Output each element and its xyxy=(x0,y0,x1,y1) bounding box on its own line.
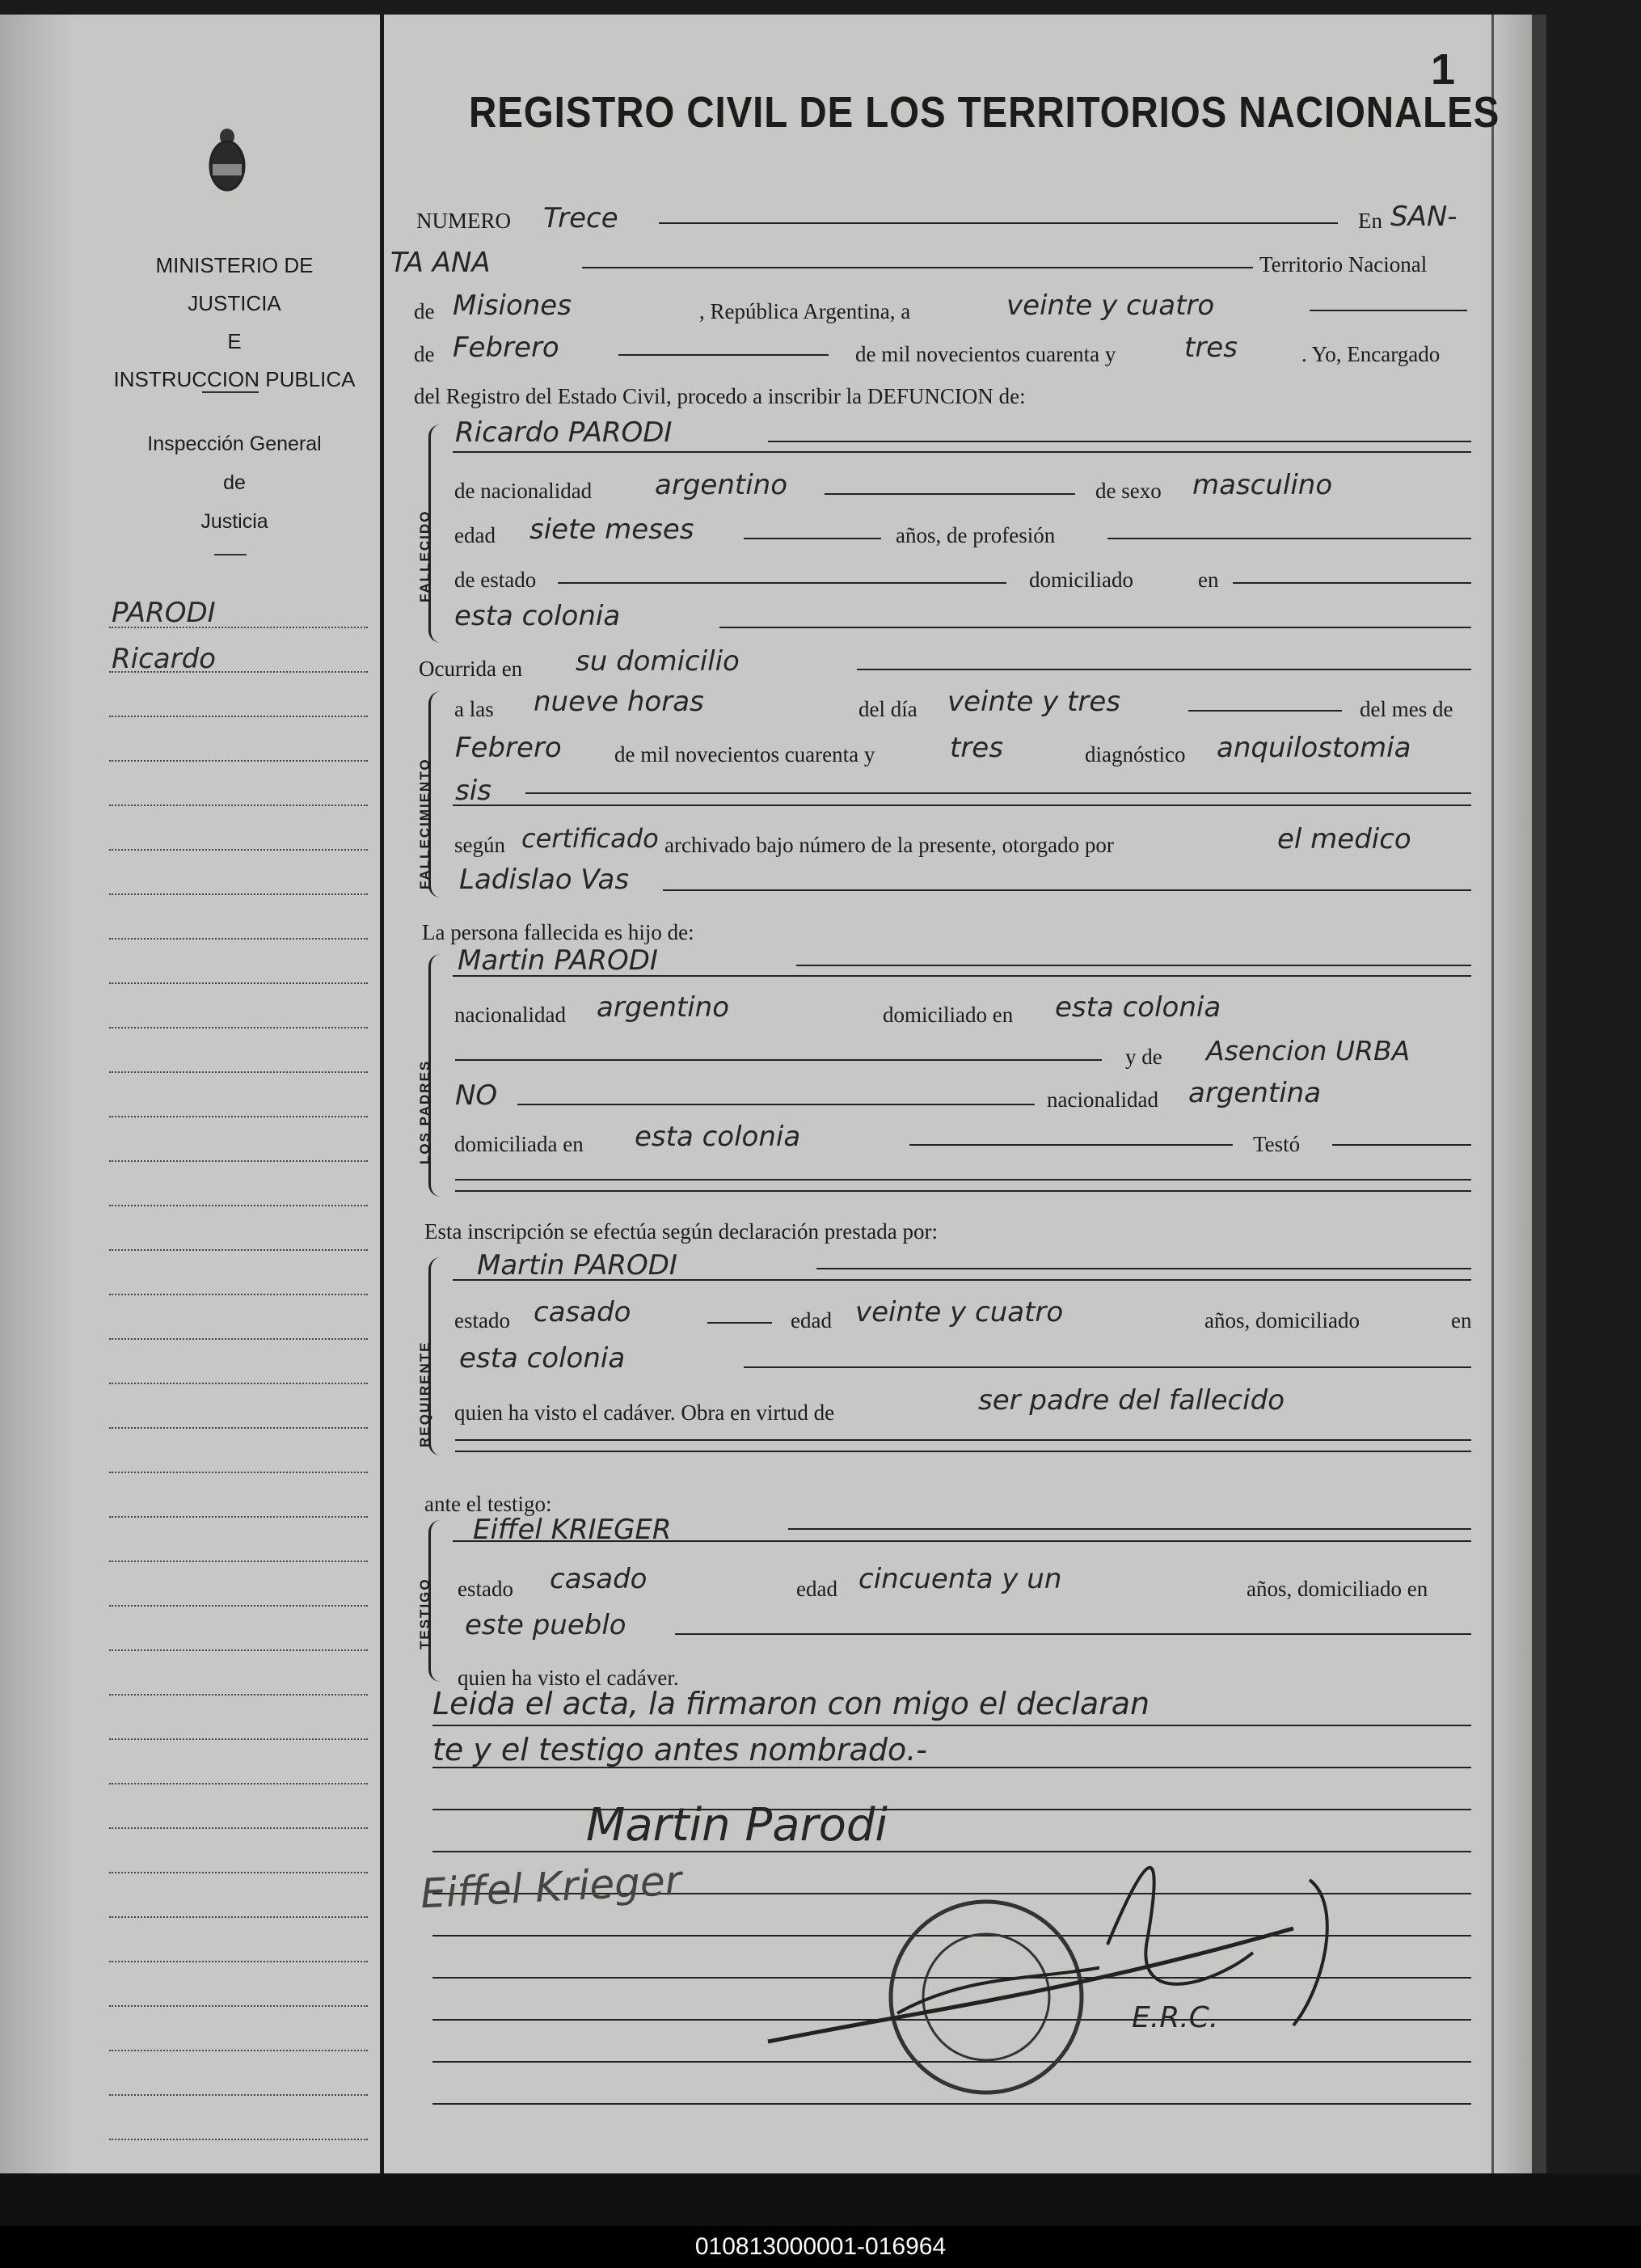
diagnostico-value-2: sis xyxy=(455,775,491,807)
requirente-virtud: ser padre del fallecido xyxy=(978,1384,1285,1417)
sidebar-ruled-line xyxy=(109,716,368,717)
sidebar-ruled-line xyxy=(109,1649,368,1651)
sidebar-ruled-line xyxy=(109,2139,368,2140)
dia-line xyxy=(1188,710,1342,712)
sidebar-ruled-line xyxy=(109,1427,368,1429)
requirente-line-4 xyxy=(455,1451,1471,1452)
testigo-estado-label: estado xyxy=(458,1577,513,1601)
book-cover-bottom xyxy=(0,2173,1641,2226)
testigo-edad-label: edad xyxy=(796,1577,837,1601)
sidebar-ruled-line xyxy=(109,627,368,628)
edad-label: edad xyxy=(454,523,496,547)
madre-nacionalidad: argentina xyxy=(1188,1077,1322,1109)
domiciliado-label: domiciliado xyxy=(1029,568,1133,592)
requirente-line xyxy=(816,1268,1471,1269)
mes-label: del mes de xyxy=(1360,697,1453,721)
page-number: 1 xyxy=(1431,45,1456,94)
registro-statement: del Registro del Estado Civil, procedo a inscribir la DEFUNCION de: xyxy=(414,384,1026,408)
month-value: Febrero xyxy=(453,332,559,364)
sidebar-surname: PARODI xyxy=(112,597,216,629)
requirente-domicilio-line xyxy=(744,1366,1471,1368)
nacionalidad-line xyxy=(825,493,1075,495)
padre-domiciliado-label: domiciliado en xyxy=(883,1003,1014,1027)
place-value-1: SAN- xyxy=(1390,201,1457,233)
territorio-label: Territorio Nacional xyxy=(1259,252,1428,277)
requirente-line-3 xyxy=(455,1439,1471,1441)
place-line xyxy=(582,267,1253,268)
closing-line-1: Leida el acta, la firmaron con migo el declaran xyxy=(432,1686,1150,1721)
testo-label: Testó xyxy=(1253,1132,1301,1156)
sidebar-rule-2 xyxy=(214,554,247,555)
section-fallecimiento: FALLECIMIENTO xyxy=(417,758,432,889)
section-testigo: TESTIGO xyxy=(417,1577,432,1649)
testigo-line xyxy=(788,1528,1471,1530)
officer-signature-icon xyxy=(728,1823,1374,2090)
segun-label: según xyxy=(454,833,505,857)
testigo-edad: cincuenta y un xyxy=(858,1563,1062,1595)
testigo-domicilio: este pueblo xyxy=(465,1609,626,1641)
sidebar-ruled-line xyxy=(109,2005,368,2007)
sidebar-ruled-line xyxy=(109,1827,368,1829)
footer-id: 010813000001-016964 xyxy=(0,2226,1641,2268)
sidebar-given-name: Ricardo xyxy=(112,643,216,675)
testigo-intro: ante el testigo: xyxy=(424,1492,552,1516)
sidebar-ruled-line xyxy=(109,1160,368,1162)
fallecimiento-year-label: de mil novecientos cuarenta y xyxy=(614,742,875,767)
diagnostico-label: diagnóstico xyxy=(1085,742,1186,767)
madre-nacionalidad-label: nacionalidad xyxy=(1047,1088,1158,1112)
testigo-line-2 xyxy=(453,1540,1471,1542)
numero-label: NUMERO xyxy=(416,209,512,233)
sidebar-ruled-line xyxy=(109,1783,368,1784)
section-fallecido: FALLECIDO xyxy=(417,509,432,602)
requirente-estado: casado xyxy=(534,1296,631,1328)
padre-line-2 xyxy=(453,975,1471,977)
sidebar-ruled-line xyxy=(109,805,368,806)
sidebar-ruled-line xyxy=(109,938,368,940)
requirente-estado-label: estado xyxy=(454,1308,510,1333)
medico-value: Ladislao Vas xyxy=(459,864,630,896)
testigo-visto-label: quien ha visto el cadáver. xyxy=(458,1666,679,1690)
year-value: tres xyxy=(1184,332,1238,364)
sidebar-ruled-line xyxy=(109,1561,368,1562)
closing-ruled-line xyxy=(432,1767,1471,1768)
sidebar-ruled-line xyxy=(109,760,368,762)
testo-line xyxy=(1332,1144,1471,1146)
y-de-label: y de xyxy=(1125,1045,1162,1069)
witness-signature: Eiffel Krieger xyxy=(419,1856,683,1918)
lugar-line xyxy=(857,669,1471,670)
certificado-value: certificado xyxy=(521,823,659,854)
section-padres: LOS PADRES xyxy=(417,1059,432,1164)
testo-line-3 xyxy=(455,1190,1471,1192)
profesion-line xyxy=(1107,538,1471,539)
diagnostico-line-2 xyxy=(453,805,1471,806)
dia-value: veinte y tres xyxy=(947,686,1120,718)
sexo-label: de sexo xyxy=(1095,479,1162,503)
sidebar-rule xyxy=(202,391,259,393)
numero-line xyxy=(659,222,1338,224)
territory-value: Misiones xyxy=(453,289,572,322)
ocurrida-label: Ocurrida en xyxy=(419,657,523,681)
requirente-edad-label: edad xyxy=(791,1308,832,1333)
page-edge xyxy=(1487,15,1532,2173)
domicilio-line-2 xyxy=(719,627,1471,628)
place-value-2: TA ANA xyxy=(390,247,491,279)
sidebar-ruled-line xyxy=(109,1027,368,1028)
requirente-line-2 xyxy=(453,1279,1471,1281)
estado-line xyxy=(558,582,1006,584)
sidebar-ruled-line xyxy=(109,982,368,984)
section-requirente: REQUIRENTE xyxy=(417,1341,432,1447)
ministry-line-3: INSTRUCCION PUBLICA xyxy=(113,367,356,391)
sidebar-ruled-line xyxy=(109,1738,368,1740)
del-dia-label: del día xyxy=(858,697,918,721)
de-label-1: de xyxy=(414,299,435,323)
diagnostico-value-1: anquilostomia xyxy=(1217,732,1411,764)
requirente-estado-line xyxy=(707,1322,772,1324)
requirente-domicilio: esta colonia xyxy=(459,1342,626,1375)
testigo-domicilio-line xyxy=(675,1633,1471,1635)
inspection-heading xyxy=(113,424,356,541)
sidebar-ruled-line xyxy=(109,1071,368,1073)
inspection-line-1: Inspección General xyxy=(147,433,322,455)
nacionalidad-label: de nacionalidad xyxy=(454,479,593,503)
testigo-name: Eiffel KRIEGER xyxy=(473,1514,672,1546)
testigo-domicilio-label: años, domiciliado en xyxy=(1247,1577,1428,1601)
padre-nacionalidad-label: nacionalidad xyxy=(454,1003,566,1027)
month-line xyxy=(618,354,829,356)
book-binding xyxy=(0,15,77,2173)
coat-of-arms-icon xyxy=(206,125,248,194)
sidebar-ruled-line xyxy=(109,849,368,851)
numero-value: Trece xyxy=(543,202,618,234)
sidebar-ruled-line xyxy=(109,1961,368,1962)
sidebar-ruled-line xyxy=(109,2050,368,2051)
testo-line-2 xyxy=(455,1179,1471,1180)
madre-line xyxy=(517,1104,1035,1105)
lugar-fallecimiento: su domicilio xyxy=(576,645,740,678)
madre-domicilio-line xyxy=(909,1144,1233,1146)
requirente-intro: Esta inscripción se efectúa según declaración prestada por: xyxy=(424,1219,938,1244)
padre-name: Martin PARODI xyxy=(458,944,658,977)
testigo-estado: casado xyxy=(550,1563,648,1595)
a-las-label: a las xyxy=(454,697,494,721)
ministry-heading xyxy=(113,247,356,399)
requirente-edad: veinte y cuatro xyxy=(855,1296,1064,1328)
fallecido-sexo: masculino xyxy=(1192,469,1333,501)
de-label-2: de xyxy=(414,342,435,366)
republica-label: , República Argentina, a xyxy=(699,299,911,323)
sidebar-ruled-line xyxy=(109,1516,368,1518)
ministry-line-2: E xyxy=(227,329,242,353)
requirente-name: Martin PARODI xyxy=(477,1249,677,1282)
officer-initials: E.R.C. xyxy=(1132,2001,1219,2034)
madre-domicilio: esta colonia xyxy=(635,1121,801,1153)
sidebar-ruled-line xyxy=(109,1383,368,1384)
sidebar-ruled-line xyxy=(109,1472,368,1473)
sidebar-ruled-line xyxy=(109,1916,368,1918)
madre-name-1: Asencion URBA xyxy=(1206,1035,1411,1066)
sidebar-ruled-line xyxy=(109,1205,368,1206)
requirente-en-label: en xyxy=(1451,1308,1472,1333)
madre-name-2: NO xyxy=(455,1079,498,1112)
otorgado-value: el medico xyxy=(1277,823,1411,855)
fallecido-name-line xyxy=(768,441,1471,442)
column-divider xyxy=(380,15,384,2173)
en-label-fallecido: en xyxy=(1198,568,1219,592)
sidebar-ruled-line xyxy=(109,1872,368,1873)
archivado-label: archivado bajo número de la presente, otorgado por xyxy=(664,833,1114,857)
profesion-label: años, de profesión xyxy=(896,523,1056,547)
declarant-signature: Martin Parodi xyxy=(586,1799,888,1852)
inspection-line-3: Justicia xyxy=(200,510,268,533)
mes-value: Febrero xyxy=(455,732,562,764)
madre-domiciliada-label: domiciliada en xyxy=(454,1132,584,1156)
requirente-visto-label: quien ha visto el cadáver. Obra en virtud de xyxy=(454,1400,835,1425)
sidebar-ruled-line xyxy=(109,1338,368,1340)
sidebar-ruled-line xyxy=(109,1249,368,1251)
diagnostico-line xyxy=(525,792,1471,794)
page-title: REGISTRO CIVIL DE LOS TERRITORIOS NACIONALES xyxy=(469,88,1500,137)
estado-label: de estado xyxy=(454,568,537,592)
domicilio-line xyxy=(1233,582,1471,584)
padre-domicilio-line xyxy=(455,1059,1102,1061)
fallecido-domicilio: esta colonia xyxy=(454,600,621,632)
year-label: de mil novecientos cuarenta y xyxy=(855,342,1116,366)
edad-line xyxy=(744,538,881,539)
inspection-line-2: de xyxy=(223,471,246,494)
day-value: veinte y cuatro xyxy=(1006,289,1215,322)
padre-nacionalidad: argentino xyxy=(597,991,729,1024)
closing-line-2: te y el testigo antes nombrado.- xyxy=(432,1732,927,1768)
sidebar-ruled-line xyxy=(109,1116,368,1117)
requirente-domicilio-label: años, domiciliado xyxy=(1204,1308,1360,1333)
sidebar-ruled-line xyxy=(109,1294,368,1295)
right-margin-line xyxy=(1491,15,1494,2173)
closing-ruled-line xyxy=(432,1725,1471,1726)
fallecido-nacionalidad: argentino xyxy=(655,469,787,501)
day-line xyxy=(1310,310,1467,311)
sidebar-ruled-line xyxy=(109,2094,368,2096)
en-label: En xyxy=(1358,209,1382,233)
encargado-label: . Yo, Encargado xyxy=(1301,342,1441,366)
sidebar-ruled-line xyxy=(109,1694,368,1696)
ministry-line-1: MINISTERIO DE JUSTICIA xyxy=(155,253,314,315)
sidebar-ruled-line xyxy=(109,671,368,673)
padre-domicilio: esta colonia xyxy=(1055,991,1221,1024)
padre-line xyxy=(796,965,1471,966)
fallecido-name-line-2 xyxy=(453,451,1471,453)
fallecido-edad: siete meses xyxy=(529,513,694,546)
medico-line xyxy=(663,889,1471,891)
sidebar-ruled-line xyxy=(109,893,368,895)
fallecido-name: Ricardo PARODI xyxy=(455,416,673,449)
hora-value: nueve horas xyxy=(534,686,704,718)
padres-intro: La persona fallecida es hijo de: xyxy=(422,920,694,944)
fallecimiento-year: tres xyxy=(950,732,1003,764)
sidebar-ruled-line xyxy=(109,1605,368,1607)
